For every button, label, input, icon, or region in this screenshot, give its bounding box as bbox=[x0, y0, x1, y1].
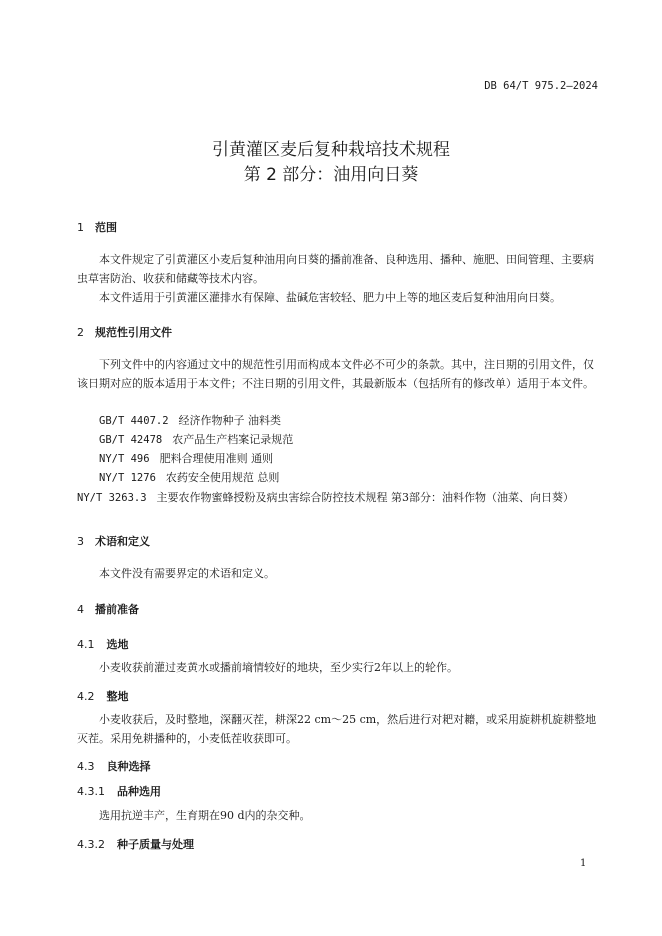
section-4-3-1-paragraph: 选用抗逆丰产，生育期在90 d内的杂交种。 bbox=[99, 809, 311, 822]
section-2-heading bbox=[77, 324, 172, 340]
section-3-paragraph-1: 本文件没有需要界定的术语和定义。 bbox=[99, 567, 275, 580]
document-title: 引黄灌区麦后复种栽培技术规程 bbox=[212, 140, 450, 160]
document-subtitle: 第 2 部分：油用向日葵 bbox=[243, 165, 419, 185]
section-4-2-paragraph: 小麦收获后，及时整地，深翻灭茬，耕深22 cm～25 cm，然后进行对耙对耱，或采用旋耕机旋耕整地灭茬。采用免耕播种的，小麦低茬收获即可。 bbox=[77, 713, 597, 745]
reference-item: NY/T 3263.3 主要农作物蜜蜂授粉及病虫害综合防控技术规程 第3部分：油料作物（油菜、向日葵） bbox=[77, 491, 575, 504]
section-4-heading bbox=[77, 601, 139, 617]
section-2-paragraph-1: 下列文件中的内容通过文中的规范性引用而构成本文件必不可少的条款。其中，注日期的引用文件，仅该日期对应的版本适用于本文件；不注日期的引用文件，其最新版本（包括所有的修改单）适用于本文件。 bbox=[77, 358, 594, 390]
section-4-2-heading: 4.2 整地 bbox=[77, 690, 129, 703]
section-4-3-2-heading: 4.3.2 种子质量与处理 bbox=[77, 838, 194, 851]
section-4-3-heading: 4.3 良种选择 bbox=[77, 760, 151, 773]
section-number: 2 bbox=[77, 326, 84, 339]
section-number: 1 bbox=[77, 221, 84, 234]
section-1-heading bbox=[77, 219, 117, 235]
section-title: 播前准备 bbox=[95, 603, 139, 616]
reference-item: NY/T 496 肥料合理使用准则 通则 bbox=[99, 452, 274, 465]
section-title: 术语和定义 bbox=[95, 535, 150, 548]
section-number: 3 bbox=[77, 535, 84, 548]
page-number: 1 bbox=[580, 858, 587, 869]
reference-item: GB/T 42478 农产品生产档案记录规范 bbox=[99, 433, 294, 446]
section-4-3-1-heading: 4.3.1 品种选用 bbox=[77, 785, 161, 798]
section-title: 规范性引用文件 bbox=[95, 326, 172, 339]
section-title: 范围 bbox=[95, 221, 117, 234]
standard-number: DB 64/T 975.2—2024 bbox=[484, 80, 598, 92]
section-3-heading bbox=[77, 533, 150, 549]
section-4-1-paragraph: 小麦收获前灌过麦黄水或播前墒情较好的地块，至少实行2年以上的轮作。 bbox=[99, 661, 458, 674]
section-4-1-heading: 4.1 选地 bbox=[77, 638, 129, 651]
section-1-paragraph-2: 本文件适用于引黄灌区灌排水有保障、盐碱危害较轻、肥力中上等的地区麦后复种油用向日葵。 bbox=[99, 291, 561, 304]
reference-item: GB/T 4407.2 经济作物种子 油料类 bbox=[99, 414, 282, 427]
section-1-paragraph-1: 本文件规定了引黄灌区小麦后复种油用向日葵的播前准备、良种选用、播种、施肥、田间管理、主要病虫草害防治、收获和储藏等技术内容。 bbox=[77, 253, 594, 285]
reference-item: NY/T 1276 农药安全使用规范 总则 bbox=[99, 471, 280, 484]
section-number: 4 bbox=[77, 603, 84, 616]
